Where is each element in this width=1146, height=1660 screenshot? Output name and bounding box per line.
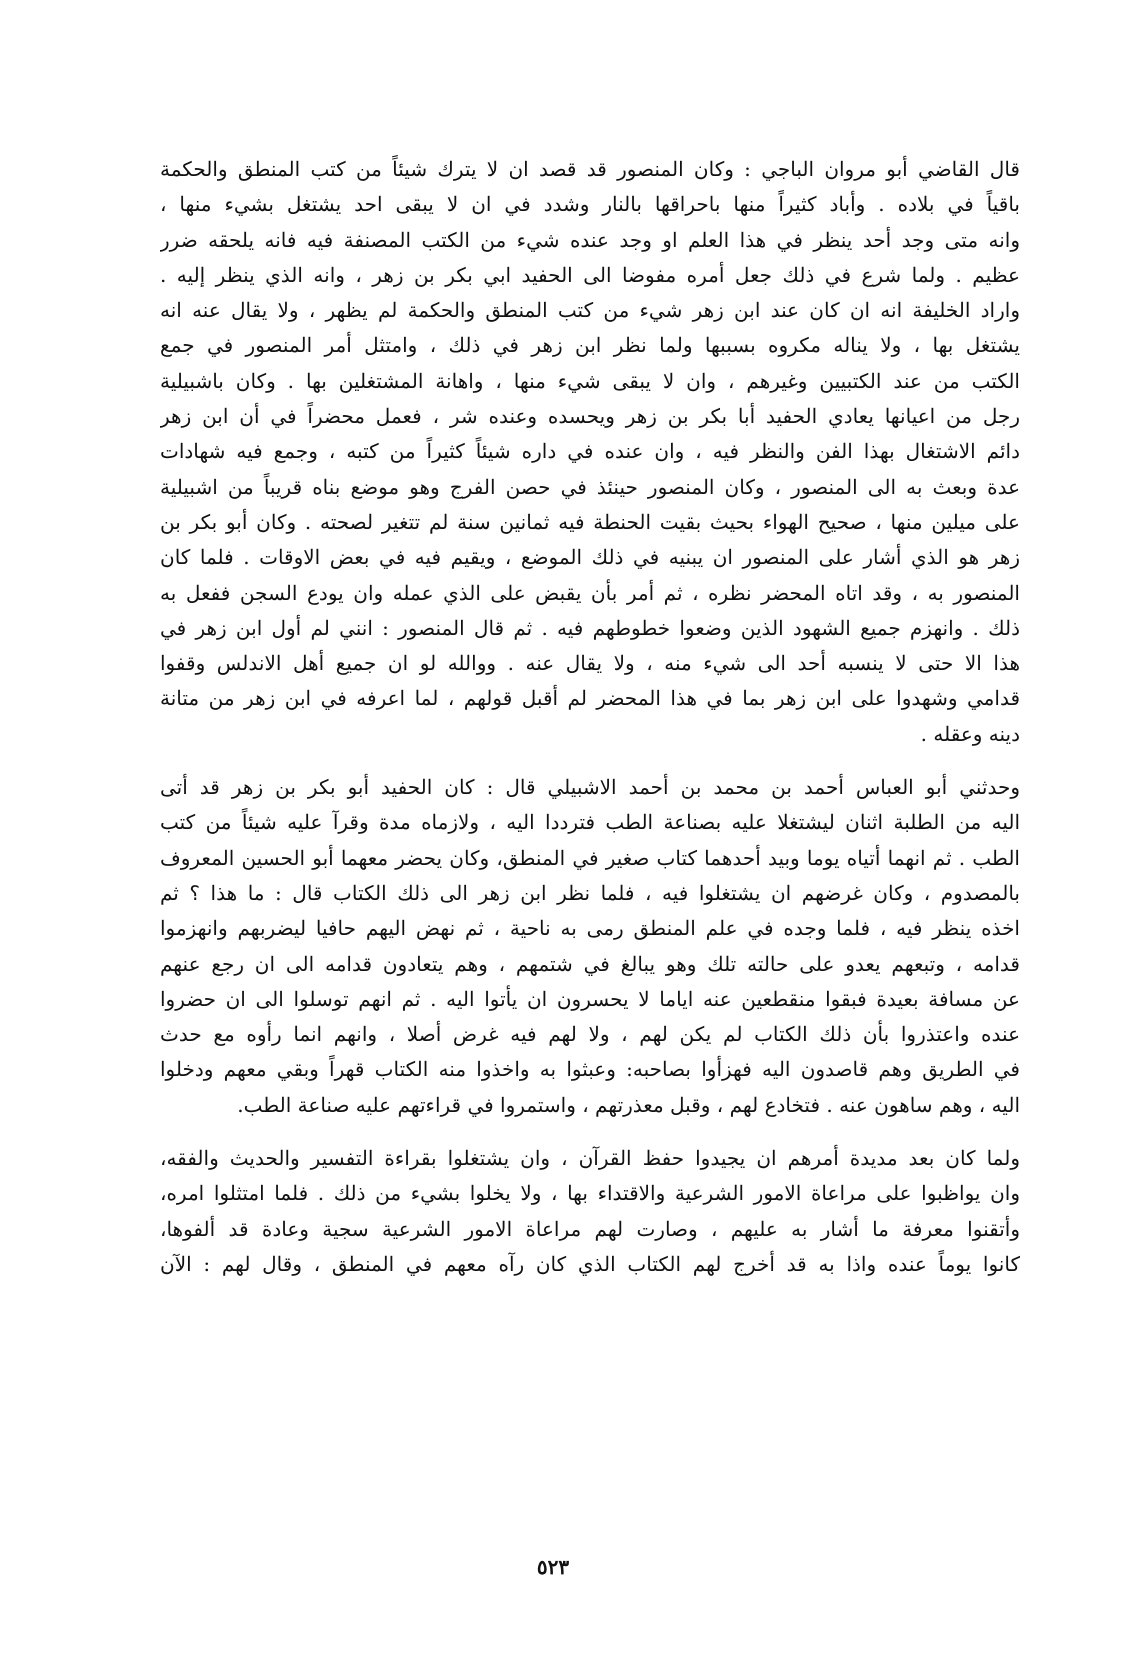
- text-line: ذلك . وانهزم جميع الشهود الذين وضعوا خطوطهم فيه . ثم قال المنصور : انني لم أول ابن زهر في: [160, 615, 1020, 640]
- text-line: الكتب من عند الكتبيين وغيرهم ، وان لا يبقى شيء منها ، واهانة المشتغلين بها . وكان باشبيلية: [160, 368, 1020, 393]
- text-line: وان يواظبوا على مراعاة الامور الشرعية والاقتداء بها ، ولا يخلوا بشيء من ذلك . فلما امتثلوا امره،: [160, 1181, 1020, 1206]
- page-number: ٥٢٣: [536, 1555, 570, 1579]
- paragraph-3: [160, 1141, 1020, 1282]
- text-line: باقياً في بلاده . وأباد كثيراً منها باحراقها بالنار وشدد في ان لا يبقى احد يشتغل بشيء منها ،: [160, 192, 1020, 217]
- text-line: الطب . ثم انهما أتياه يوما وبيد أحدهما كتاب صغير في المنطق، وكان يحضر معهما أبو الحسين المعروف: [160, 845, 1020, 870]
- text-line: بالمصدوم ، وكان غرضهم ان يشتغلوا فيه ، فلما نظر ابن زهر الى ذلك الكتاب قال : ما هذا ؟ ثم: [160, 880, 1020, 905]
- text-line: ولما كان بعد مديدة أمرهم ان يجيدوا حفظ القرآن ، وان يشتغلوا بقراءة التفسير والحديث والفقه،: [160, 1146, 1020, 1171]
- text-line: دائم الاشتغال بهذا الفن والنظر فيه ، وان عنده في داره شيئاً كثيراً من كتبه ، وجمع فيه شهادات: [160, 439, 1020, 464]
- page-body-text: [160, 152, 1020, 1282]
- paragraph-1: [160, 152, 1020, 752]
- text-line: عدة وبعث به الى المنصور ، وكان المنصور حينئذ في حصن الفرج وهو موضع بناه قريباً من اشبيلية: [160, 474, 1020, 499]
- text-line: عظيم . ولما شرع في ذلك جعل أمره مفوضا الى الحفيد ابي بكر بن زهر ، وانه الذي ينظر إليه .: [160, 262, 1020, 287]
- text-line: قدامي وشهدوا على ابن زهر بما في هذا المحضر لم أقبل قولهم ، لما اعرفه في ابن زهر من متانة: [160, 686, 1020, 711]
- text-line: عن مسافة بعيدة فبقوا منقطعين عنه اياما لا يحسرون ان يأتوا اليه . ثم انهم توسلوا الى ان حضروا: [160, 986, 1020, 1011]
- text-line: هذا الا حتى لا ينسبه أحد الى شيء منه ، ولا يقال عنه . ووالله لو ان جميع أهل الاندلس وقفوا: [160, 651, 1020, 676]
- text-line: رجل من اعيانها يعادي الحفيد أبا بكر بن زهر ويحسده وعنده شر ، فعمل محضراً في أن ابن زهر: [160, 404, 1020, 429]
- text-line: قال القاضي أبو مروان الباجي : وكان المنصور قد قصد ان لا يترك شيئاً من كتب المنطق والحكمة: [160, 157, 1020, 181]
- text-line: وانه متى وجد أحد ينظر في هذا العلم او وجد عنده شيء من الكتب المصنفة فيه فانه يلحقه ضرر: [160, 227, 1020, 252]
- paragraph-2: [160, 770, 1020, 1123]
- text-line: واراد الخليفة انه ان كان عند ابن زهر شيء من كتب المنطق والحكمة لم يظهر ، ولا يقال عنه انه: [160, 298, 1020, 323]
- text-line: المنصور به ، وقد اتاه المحضر نظره ، ثم أمر بأن يقبض على الذي عمله وان يودع السجن ففعل به: [160, 580, 1020, 605]
- text-line: اليه ، وهم ساهون عنه . فتخادع لهم ، وقبل معذرتهم ، واستمروا في قراءتهم عليه صناعة الطب.: [237, 1092, 1020, 1117]
- text-line: دينه وعقله .: [920, 721, 1020, 746]
- paragraph-gap: [160, 752, 1020, 770]
- text-line: يشتغل بها ، ولا يناله مكروه بسببها ولما نظر ابن زهر في ذلك ، وامتثل أمر المنصور في جمع: [160, 333, 1020, 358]
- text-line: عنده واعتذروا بأن ذلك الكتاب لم يكن لهم ، ولا لهم فيه غرض أصلا ، وانهم انما رأوه مع حدث: [160, 1022, 1020, 1047]
- text-line: على ميلين منها ، صحيح الهواء بحيث بقيت الحنطة فيه ثمانين سنة لم تتغير لصحته . وكان أبو بكر بن: [160, 509, 1020, 534]
- paragraph-gap: [160, 1123, 1020, 1141]
- text-line: كانوا يوماً عنده واذا به قد أخرج لهم الكتاب الذي كان رآه معهم في المنطق ، وقال لهم : الآن: [160, 1251, 1020, 1276]
- text-line: اليه من الطلبة اثنان ليشتغلا عليه بصناعة الطب فترددا اليه ، ولازماه مدة وقرآ عليه شيئاً من كتب: [160, 810, 1020, 835]
- text-line: وأتقنوا معرفة ما أشار به عليهم ، وصارت لهم مراعاة الامور الشرعية سجية وعادة قد ألفوها،: [160, 1216, 1020, 1241]
- text-line: قدامه ، وتبعهم يعدو على حالته تلك وهو يبالغ في شتمهم ، وهم يتعادون قدامه الى ان رجع عنهم: [160, 951, 1020, 976]
- text-line: وحدثني أبو العباس أحمد بن محمد بن أحمد الاشبيلي قال : كان الحفيد أبو بكر بن زهر قد أتى: [160, 775, 1020, 800]
- text-line: في الطريق وهم قاصدون اليه فهزأوا بصاحبه: وعبثوا به واخذوا منه الكتاب قهراً وبقي معهم ودخلوا: [160, 1057, 1020, 1082]
- text-line: اخذه ينظر فيه ، فلما وجده في علم المنطق رمى به ناحية ، ثم نهض اليهم حافيا ليضربهم وانهزموا: [160, 916, 1020, 941]
- text-line: زهر هو الذي أشار على المنصور ان يبنيه في ذلك الموضع ، ويقيم فيه في بعض الاوقات . فلما كان: [160, 545, 1020, 570]
